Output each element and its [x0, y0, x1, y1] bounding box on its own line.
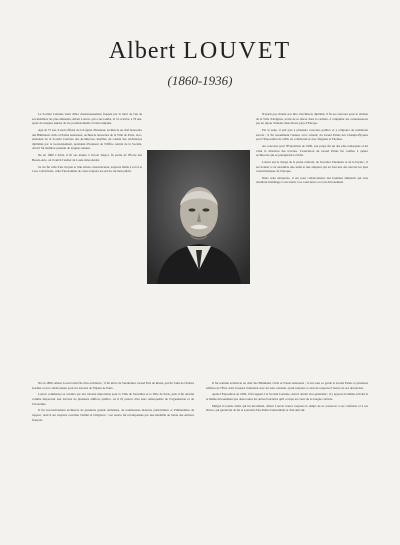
first-name: Albert [108, 38, 177, 64]
paragraph: Dans cette entreprise, il eut pour collaborateurs des hommes éminents qui tous rendirent hommage à son talent, à sa conscience et à son dévouement. [256, 175, 368, 185]
paragraph: Par la suite, il prit part à plusieurs concours publics et y remporta de nombreux succès ; il fut notamment l'auteur, avec Girault, du Grand Palais des Champs-Élysées pour l'Exposition de 1900, en collaboration avec Deglane et Thomas. [256, 127, 368, 142]
paragraph: Né en 1860, Albert Louvet était fils d'un architecte ; il fut élève de Vaudremer, Grand Prix de Rome, qui fut l'ami de Charles Garnier et son collaborateur pour les travaux de l'Opéra de Paris. [32, 381, 194, 390]
page-title [0, 38, 400, 65]
paragraph: La Société Centrale vient d'être douloureusement frappée par la mort de l'un de ses membres les plus éminents, Albert Louvet, qui a succombé, le 31 octobre, à 76 ans, après de longues années de vie professionnelle si bien remplies. [32, 112, 142, 126]
paragraph: Sa vie fut celle d'un citoyen et d'un artiste consciencieux, toujours fidèle à sa foi et à ses convictions, celle d'un homme de cœur toujours au service du bien public. [32, 164, 142, 174]
text-column-left-top [32, 112, 142, 284]
text-column-right-bottom [206, 381, 368, 531]
paragraph: N'ayant pas obtenu son titre d'architecte diplômé, il fit au concours pour le tableau de la Ville d'Avignon, avant de se lancer dans la carrière, à compléter ses connaissances par un séjour d'études dans divers pays d'Europe. [256, 112, 368, 126]
portrait-image [147, 150, 250, 284]
paragraph: Il fut successivement architecte de plusieurs grands domaines, de nombreuses maisons particulières et d'immeubles de rapport, dont il sut toujours concilier l'utilité et l'élégance ; son œuvre fut récompensée par une médaille au Salon des Artistes français. [32, 408, 194, 422]
paragraph: Malgré la lourde tâche qui lui incombait, Albert Louvet trouva toujours le temps de se consacrer à ses confrères et à ses élèves, qui garderont de lui le souvenir d'un maître bienveillant et d'un ami sûr. [206, 403, 368, 413]
paragraph: Né en 1860 à Paris, il fit ses études à l'école Turgot, fit partie de l'École des Beaux-Arts, où il suivit l'atelier de Louis-Jules André. [32, 153, 142, 162]
last-name: LOUVET [183, 38, 292, 64]
portrait-photo [147, 150, 250, 284]
paragraph: Louvet eut la charge de la partie centrale, de l'escalier d'honneur et de la façade ; il sut donner à cet ensemble une unité et une ampleur qui en font une des œuvres les plus caractéristiques de l'époque. [256, 159, 368, 174]
paragraph: Après l'Exposition de 1900, il fut appelé à la Société Centrale, dont il devint vice-président ; il y apporta la même activité et le même dévouement que dans toutes les autres fonctions qu'il occupa au cours de sa longue carrière. [206, 392, 368, 401]
paragraph: Louvet commença sa carrière par des travaux importants pour la Ville de Versailles et la Ville de Paris, puis il fut attaché comme inspecteur aux travaux de plusieurs édifices publics, où il fit preuve d'un sens remarquable de l'organisation et de l'économie. [32, 392, 194, 406]
text-column-left-bottom [32, 381, 194, 531]
paragraph: Il fut nommé architecte en chef des Bâtiments civils et Palais nationaux ; il eut sous sa garde le Grand Palais et plusieurs édifices de l'État, dont il assura l'entretien avec un soin constant, ayant toujours à cœur de respecter l'œuvre de ses devanciers. [206, 381, 368, 390]
paragraph: Agé de 75 ans, il était officier de la Légion d'honneur, architecte en chef honoraire des Bâtiments civils et Palais nationaux, architecte honoraire de la Ville de Paris, vice-président de la Société Centrale des Architectes, membre du comité des Architectes diplômés par le Gouvernement, président d'honneur de l'Office central de la Société, dont il fut membre pendant de longues années. [32, 127, 142, 151]
life-dates: (1860-1936) [167, 73, 233, 88]
text-column-right-top [256, 112, 368, 378]
paragraph: Au concours pour l'Exposition de 1900, son projet fut un des plus remarqués et lui valut la direction des travaux. L'exécution du Grand Palais fut confiée à quatre architectes qui se partagèrent la tâche. [256, 143, 368, 158]
